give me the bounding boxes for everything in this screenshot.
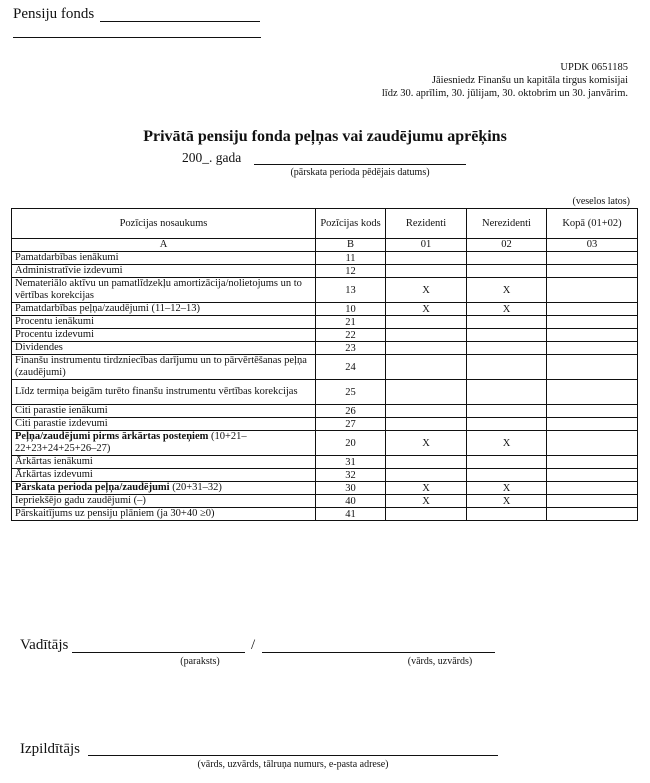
- table-row: [12, 380, 638, 405]
- row-name: Dividendes: [12, 342, 316, 355]
- cell-total[interactable]: [547, 329, 638, 342]
- cell-total[interactable]: [547, 418, 638, 431]
- row-code: 40: [316, 495, 386, 508]
- row-code: 32: [316, 469, 386, 482]
- cell-total[interactable]: [547, 342, 638, 355]
- form-code: UPDK 0651185: [560, 62, 628, 73]
- row-name: Citi parastie izdevumi: [12, 418, 316, 431]
- table-row: [12, 431, 638, 456]
- cell-total[interactable]: [547, 316, 638, 329]
- col-header-name: Pozīcijas nosaukums: [12, 209, 316, 239]
- row-code: 26: [316, 405, 386, 418]
- row-name: Pamatdarbības peļņa/zaudējumi (11–12–13): [12, 303, 316, 316]
- subheader-03: 03: [547, 239, 638, 252]
- table-row: [12, 303, 638, 316]
- manager-label: Vadītājs: [20, 637, 69, 653]
- row-name-bold: Pārskata perioda peļņa/zaudējumi: [15, 482, 170, 493]
- row-code: 27: [316, 418, 386, 431]
- table-row: [12, 355, 638, 380]
- cell-total[interactable]: [547, 355, 638, 380]
- table-row: [12, 316, 638, 329]
- table-row: [12, 405, 638, 418]
- table-row: [12, 495, 638, 508]
- table-row: [12, 342, 638, 355]
- row-code: 11: [316, 252, 386, 265]
- table-row: [12, 482, 638, 495]
- row-code: 41: [316, 508, 386, 521]
- row-code: 10: [316, 303, 386, 316]
- cell-residents: X: [386, 431, 467, 456]
- header-row: [12, 209, 638, 239]
- cell-nonresidents[interactable]: [467, 316, 547, 329]
- cell-residents: X: [386, 495, 467, 508]
- row-name: Ārkārtas ienākumi: [12, 456, 316, 469]
- row-name: Līdz termiņa beigām turēto finanšu instrumentu vērtības korekcijas: [12, 380, 316, 405]
- executor-caption: (vārds, uzvārds, tālruņa numurs, e-pasta adrese): [197, 759, 389, 770]
- cell-nonresidents: X: [467, 482, 547, 495]
- cell-residents[interactable]: [386, 329, 467, 342]
- units-note: (veselos latos): [572, 196, 630, 207]
- cell-nonresidents[interactable]: [467, 405, 547, 418]
- manager-signature-line[interactable]: [72, 652, 245, 653]
- row-name: Pārskaitījums uz pensiju plāniem (ja 30+40 ≥0): [12, 508, 316, 521]
- subheader-01: 01: [386, 239, 467, 252]
- row-code: 13: [316, 278, 386, 303]
- row-name: Administratīvie izdevumi: [12, 265, 316, 278]
- row-name-formula: (10+21–22+23+24+25+26–27): [15, 431, 247, 454]
- col-header-total: Kopā (01+02): [547, 209, 638, 239]
- table-row: [12, 508, 638, 521]
- table-row: [12, 456, 638, 469]
- cell-nonresidents[interactable]: [467, 252, 547, 265]
- cell-residents[interactable]: [386, 355, 467, 380]
- profit-loss-table: [11, 208, 638, 521]
- executor-info-line[interactable]: [88, 755, 498, 756]
- row-name-formula: (20+31–32): [169, 482, 222, 493]
- row-name: [12, 482, 316, 495]
- cell-nonresidents: X: [467, 278, 547, 303]
- cell-residents[interactable]: [386, 265, 467, 278]
- cell-total[interactable]: [547, 456, 638, 469]
- subheader-row: [12, 239, 638, 252]
- row-code: 23: [316, 342, 386, 355]
- manager-name-line[interactable]: [262, 652, 495, 653]
- cell-residents[interactable]: [386, 342, 467, 355]
- table-row: [12, 469, 638, 482]
- submit-to-text: Jāiesniedz Finanšu un kapitāla tirgus komisijai: [431, 75, 628, 86]
- cell-total[interactable]: [547, 495, 638, 508]
- row-name: Iepriekšējo gadu zaudējumi (–): [12, 495, 316, 508]
- executor-label: Izpildītājs: [20, 741, 80, 757]
- cell-total[interactable]: [547, 405, 638, 418]
- cell-total[interactable]: [547, 482, 638, 495]
- row-name: Pamatdarbības ienākumi: [12, 252, 316, 265]
- period-date-caption: (pārskata perioda pēdējais datums): [290, 167, 430, 178]
- subheader-b: B: [316, 239, 386, 252]
- separator-slash: /: [251, 637, 256, 653]
- year-label: 200_. gada: [182, 150, 242, 165]
- cell-residents: X: [386, 278, 467, 303]
- row-code: 20: [316, 431, 386, 456]
- row-code: 30: [316, 482, 386, 495]
- cell-total[interactable]: [547, 431, 638, 456]
- fund-name-line[interactable]: [100, 21, 260, 22]
- cell-nonresidents[interactable]: [467, 418, 547, 431]
- cell-total[interactable]: [547, 469, 638, 482]
- deadlines-text: līdz 30. aprīlim, 30. jūlijam, 30. oktobrim un 30. janvārim.: [381, 88, 628, 99]
- cell-residents[interactable]: [386, 316, 467, 329]
- cell-total[interactable]: [547, 508, 638, 521]
- row-name: Procentu ienākumi: [12, 316, 316, 329]
- cell-nonresidents[interactable]: [467, 380, 547, 405]
- subheader-a: A: [12, 239, 316, 252]
- cell-nonresidents[interactable]: [467, 355, 547, 380]
- cell-residents: X: [386, 303, 467, 316]
- cell-residents[interactable]: [386, 405, 467, 418]
- row-name-bold: Peļņa/zaudējumi pirms ārkārtas posteņiem: [15, 431, 209, 442]
- table-row: [12, 418, 638, 431]
- table-row: [12, 252, 638, 265]
- row-code: 22: [316, 329, 386, 342]
- col-header-nonresidents: Nerezidenti: [467, 209, 547, 239]
- table-row: [12, 329, 638, 342]
- cell-residents: X: [386, 482, 467, 495]
- cell-nonresidents: X: [467, 303, 547, 316]
- period-date-line[interactable]: [254, 164, 466, 165]
- cell-residents[interactable]: [386, 380, 467, 405]
- row-code: 12: [316, 265, 386, 278]
- cell-total[interactable]: [547, 278, 638, 303]
- col-header-code: Pozīcijas kods: [316, 209, 386, 239]
- cell-total[interactable]: [547, 303, 638, 316]
- cell-nonresidents[interactable]: [467, 329, 547, 342]
- cell-nonresidents[interactable]: [467, 508, 547, 521]
- subheader-02: 02: [467, 239, 547, 252]
- cell-nonresidents[interactable]: [467, 342, 547, 355]
- cell-residents[interactable]: [386, 469, 467, 482]
- col-header-residents: Rezidenti: [386, 209, 467, 239]
- cell-total[interactable]: [547, 380, 638, 405]
- row-name: Citi parastie ienākumi: [12, 405, 316, 418]
- manager-name-caption: (vārds, uzvārds): [407, 656, 473, 667]
- cell-residents[interactable]: [386, 252, 467, 265]
- row-name: Ārkārtas izdevumi: [12, 469, 316, 482]
- cell-nonresidents[interactable]: [467, 469, 547, 482]
- cell-residents[interactable]: [386, 508, 467, 521]
- table-row: [12, 278, 638, 303]
- row-name: Procentu izdevumi: [12, 329, 316, 342]
- cell-total[interactable]: [547, 252, 638, 265]
- row-code: 31: [316, 456, 386, 469]
- manager-sign-caption: (paraksts): [180, 656, 220, 667]
- table-row: [12, 265, 638, 278]
- fund-label: Pensiju fonds: [13, 6, 95, 22]
- cell-nonresidents: X: [467, 495, 547, 508]
- row-code: 21: [316, 316, 386, 329]
- row-name: [12, 431, 316, 456]
- fund-name-line-2[interactable]: [13, 37, 261, 38]
- row-code: 25: [316, 380, 386, 405]
- page-title: Privātā pensiju fonda peļņas vai zaudējumu aprēķins: [143, 128, 507, 145]
- cell-residents[interactable]: [386, 418, 467, 431]
- row-name: Nemateriālo aktīvu un pamatlīdzekļu amortizācija/nolietojums un to vērtības korekcijas: [12, 278, 316, 303]
- cell-residents[interactable]: [386, 456, 467, 469]
- cell-total[interactable]: [547, 265, 638, 278]
- row-code: 24: [316, 355, 386, 380]
- row-name: Finanšu instrumentu tirdzniecības darījumu un to pārvērtēšanas peļņa (zaudējumi): [12, 355, 316, 380]
- cell-nonresidents[interactable]: [467, 265, 547, 278]
- cell-nonresidents[interactable]: [467, 456, 547, 469]
- cell-nonresidents: X: [467, 431, 547, 456]
